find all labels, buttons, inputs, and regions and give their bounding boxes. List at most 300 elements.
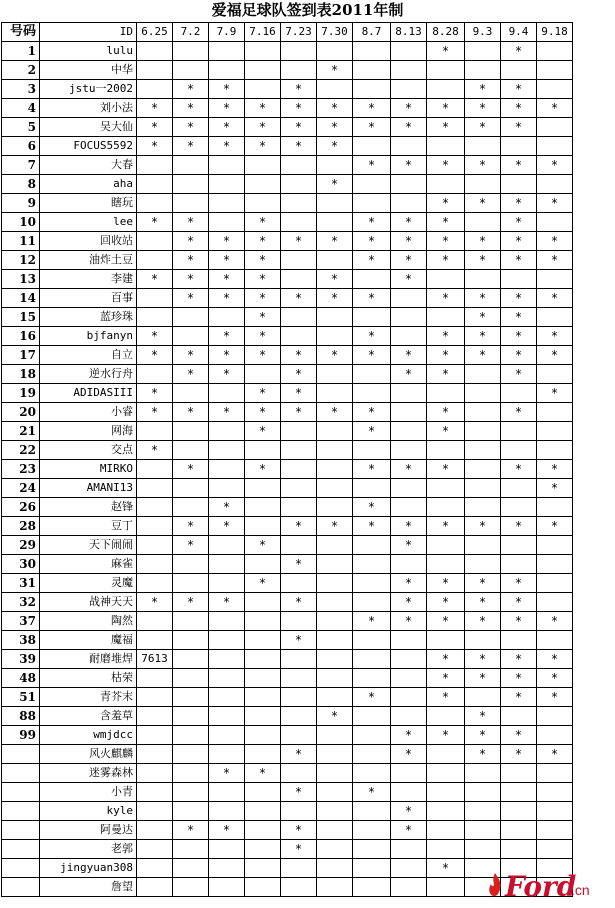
attendance-cell [537, 42, 573, 61]
attendance-cell [537, 175, 573, 194]
attendance-mark: * [427, 232, 465, 251]
attendance-cell [317, 536, 353, 555]
player-number: 32 [2, 593, 40, 612]
header-date: 6.25 [137, 23, 173, 42]
attendance-cell [245, 498, 281, 517]
attendance-cell [137, 745, 173, 764]
attendance-mark: * [209, 346, 245, 365]
attendance-mark: * [173, 460, 209, 479]
attendance-mark: * [281, 137, 317, 156]
attendance-cell [173, 631, 209, 650]
attendance-mark: * [537, 251, 573, 270]
attendance-cell [391, 859, 427, 878]
attendance-mark: * [537, 517, 573, 536]
attendance-mark: * [317, 118, 353, 137]
attendance-cell [245, 650, 281, 669]
attendance-cell [137, 631, 173, 650]
header-date: 7.16 [245, 23, 281, 42]
table-row [2, 42, 573, 61]
attendance-cell [465, 422, 501, 441]
header-date: 8.13 [391, 23, 427, 42]
attendance-cell [427, 498, 465, 517]
attendance-cell [391, 403, 427, 422]
attendance-cell [317, 460, 353, 479]
attendance-cell [465, 270, 501, 289]
attendance-cell [391, 308, 427, 327]
attendance-cell [501, 384, 537, 403]
attendance-mark: * [353, 327, 391, 346]
attendance-cell [137, 802, 173, 821]
attendance-cell [501, 840, 537, 859]
attendance-mark: * [281, 783, 317, 802]
player-id: 中华 [40, 61, 137, 80]
attendance-cell [501, 137, 537, 156]
attendance-cell [137, 574, 173, 593]
attendance-mark: * [245, 574, 281, 593]
attendance-mark: * [353, 783, 391, 802]
attendance-mark: * [209, 764, 245, 783]
attendance-mark: * [391, 365, 427, 384]
table-row [2, 612, 573, 631]
attendance-mark: * [209, 251, 245, 270]
attendance-cell [353, 878, 391, 897]
attendance-cell [209, 707, 245, 726]
attendance-cell [537, 555, 573, 574]
table-row [2, 574, 573, 593]
attendance-cell [353, 137, 391, 156]
attendance-mark: * [501, 517, 537, 536]
attendance-mark: * [501, 346, 537, 365]
attendance-mark: * [209, 403, 245, 422]
attendance-cell [353, 384, 391, 403]
attendance-mark: * [281, 631, 317, 650]
player-number: 5 [2, 118, 40, 137]
attendance-mark: * [353, 460, 391, 479]
attendance-cell [173, 840, 209, 859]
attendance-mark: * [465, 99, 501, 118]
attendance-cell [537, 840, 573, 859]
attendance-cell [537, 308, 573, 327]
attendance-cell [281, 156, 317, 175]
attendance-cell [281, 669, 317, 688]
attendance-cell [353, 479, 391, 498]
attendance-mark: * [173, 213, 209, 232]
attendance-mark: * [245, 460, 281, 479]
attendance-cell [465, 783, 501, 802]
attendance-mark: * [245, 251, 281, 270]
player-id: 风火麒麟 [40, 745, 137, 764]
attendance-mark: * [137, 270, 173, 289]
attendance-mark: * [501, 574, 537, 593]
attendance-mark: * [137, 593, 173, 612]
attendance-mark: * [317, 175, 353, 194]
attendance-cell [245, 61, 281, 80]
attendance-cell [137, 764, 173, 783]
attendance-mark: * [537, 688, 573, 707]
player-id: 青芥末 [40, 688, 137, 707]
attendance-cell [391, 878, 427, 897]
attendance-mark: * [391, 612, 427, 631]
attendance-cell [317, 802, 353, 821]
table-row [2, 327, 573, 346]
attendance-cell [173, 688, 209, 707]
attendance-mark: * [537, 156, 573, 175]
attendance-cell [465, 137, 501, 156]
attendance-cell [465, 42, 501, 61]
player-id: 含羞草 [40, 707, 137, 726]
attendance-cell [353, 669, 391, 688]
attendance-cell [209, 384, 245, 403]
attendance-cell [427, 783, 465, 802]
attendance-mark: * [427, 612, 465, 631]
attendance-cell [537, 270, 573, 289]
attendance-cell [353, 555, 391, 574]
attendance-cell [281, 498, 317, 517]
attendance-mark: * [501, 251, 537, 270]
player-id: 魔福 [40, 631, 137, 650]
attendance-cell [391, 194, 427, 213]
attendance-mark: * [137, 441, 173, 460]
attendance-cell [391, 42, 427, 61]
attendance-mark: * [353, 251, 391, 270]
attendance-mark: * [173, 99, 209, 118]
table-row [2, 118, 573, 137]
attendance-cell [501, 422, 537, 441]
attendance-cell [501, 175, 537, 194]
player-number: 48 [2, 669, 40, 688]
attendance-cell [281, 270, 317, 289]
attendance-mark: * [173, 517, 209, 536]
attendance-mark: * [173, 137, 209, 156]
attendance-cell [391, 688, 427, 707]
attendance-cell [353, 194, 391, 213]
table-row [2, 650, 573, 669]
attendance-cell [537, 764, 573, 783]
attendance-mark: * [501, 42, 537, 61]
attendance-cell [209, 194, 245, 213]
attendance-cell [501, 441, 537, 460]
player-number: 2 [2, 61, 40, 80]
attendance-cell [137, 80, 173, 99]
attendance-mark: * [391, 593, 427, 612]
attendance-mark: * [427, 327, 465, 346]
attendance-cell [281, 441, 317, 460]
attendance-cell [209, 745, 245, 764]
attendance-cell [391, 61, 427, 80]
attendance-mark: * [245, 536, 281, 555]
attendance-cell [173, 650, 209, 669]
attendance-mark: * [427, 194, 465, 213]
attendance-mark: * [501, 289, 537, 308]
table-row [2, 517, 573, 536]
attendance-cell [137, 555, 173, 574]
attendance-mark: * [427, 403, 465, 422]
player-id: 回收站 [40, 232, 137, 251]
attendance-cell [427, 384, 465, 403]
attendance-mark: * [209, 821, 245, 840]
attendance-cell [245, 688, 281, 707]
header-date: 9.4 [501, 23, 537, 42]
player-number: 31 [2, 574, 40, 593]
attendance-cell [137, 479, 173, 498]
table-row [2, 61, 573, 80]
player-number: 11 [2, 232, 40, 251]
player-id: 陶然 [40, 612, 137, 631]
attendance-cell [317, 745, 353, 764]
table-row [2, 821, 573, 840]
attendance-mark: * [209, 593, 245, 612]
player-number: 13 [2, 270, 40, 289]
player-number: 8 [2, 175, 40, 194]
attendance-cell [245, 365, 281, 384]
table-row [2, 137, 573, 156]
attendance-cell [245, 194, 281, 213]
attendance-cell [209, 555, 245, 574]
player-id: MIRKO [40, 460, 137, 479]
attendance-cell [173, 479, 209, 498]
attendance-mark: * [501, 194, 537, 213]
attendance-mark: * [173, 270, 209, 289]
attendance-cell [245, 555, 281, 574]
attendance-mark: * [427, 574, 465, 593]
attendance-mark: * [465, 726, 501, 745]
attendance-cell [427, 61, 465, 80]
table-row [2, 156, 573, 175]
attendance-cell [245, 669, 281, 688]
attendance-cell [245, 726, 281, 745]
attendance-cell [209, 783, 245, 802]
header-date: 9.18 [537, 23, 573, 42]
attendance-mark: * [281, 555, 317, 574]
attendance-mark: * [427, 118, 465, 137]
attendance-cell [137, 460, 173, 479]
attendance-cell [537, 726, 573, 745]
attendance-cell [353, 270, 391, 289]
attendance-cell [137, 707, 173, 726]
attendance-mark: * [465, 194, 501, 213]
attendance-cell [317, 194, 353, 213]
attendance-cell [281, 726, 317, 745]
attendance-cell [353, 441, 391, 460]
attendance-cell [427, 479, 465, 498]
attendance-cell [245, 612, 281, 631]
attendance-cell [317, 688, 353, 707]
attendance-mark: * [137, 118, 173, 137]
attendance-cell [137, 821, 173, 840]
attendance-mark: * [317, 137, 353, 156]
attendance-mark: * [391, 270, 427, 289]
attendance-cell [209, 878, 245, 897]
attendance-cell [173, 555, 209, 574]
attendance-cell [427, 175, 465, 194]
header-row [2, 23, 573, 42]
attendance-mark: * [245, 764, 281, 783]
player-id: jstu一2002 [40, 80, 137, 99]
player-id: 油炸土豆 [40, 251, 137, 270]
attendance-cell [173, 783, 209, 802]
player-number [2, 745, 40, 764]
attendance-cell [391, 80, 427, 99]
attendance-mark: * [209, 270, 245, 289]
attendance-cell [465, 802, 501, 821]
attendance-mark: * [245, 289, 281, 308]
attendance-cell [317, 783, 353, 802]
attendance-cell [209, 688, 245, 707]
attendance-cell [317, 213, 353, 232]
attendance-mark: * [353, 156, 391, 175]
attendance-cell [137, 859, 173, 878]
player-id: 天下闹闹 [40, 536, 137, 555]
header-number: 号码 [2, 23, 40, 42]
attendance-mark: * [537, 612, 573, 631]
attendance-cell [173, 802, 209, 821]
header-date: 8.28 [427, 23, 465, 42]
table-row [2, 403, 573, 422]
attendance-cell [465, 764, 501, 783]
attendance-cell [137, 194, 173, 213]
note-cell: 7613 [137, 650, 173, 669]
player-id: 逆水行舟 [40, 365, 137, 384]
attendance-cell [427, 270, 465, 289]
attendance-cell [391, 175, 427, 194]
attendance-mark: * [281, 232, 317, 251]
player-id: ADIDASIII [40, 384, 137, 403]
attendance-cell [427, 308, 465, 327]
attendance-cell [281, 479, 317, 498]
attendance-mark: * [391, 802, 427, 821]
attendance-mark: * [427, 650, 465, 669]
attendance-cell [537, 574, 573, 593]
attendance-cell [317, 156, 353, 175]
attendance-cell [209, 213, 245, 232]
attendance-cell [245, 859, 281, 878]
attendance-mark: * [173, 536, 209, 555]
attendance-cell [317, 726, 353, 745]
attendance-mark: * [501, 745, 537, 764]
attendance-table [1, 22, 573, 897]
attendance-cell [173, 422, 209, 441]
attendance-cell [501, 479, 537, 498]
table-row [2, 289, 573, 308]
attendance-cell [281, 308, 317, 327]
attendance-mark: * [353, 118, 391, 137]
attendance-mark: * [501, 232, 537, 251]
attendance-cell [427, 707, 465, 726]
player-id: 交点 [40, 441, 137, 460]
attendance-mark: * [317, 99, 353, 118]
player-id: 枯荣 [40, 669, 137, 688]
attendance-cell [281, 61, 317, 80]
player-number [2, 802, 40, 821]
attendance-mark: * [245, 270, 281, 289]
attendance-mark: * [391, 460, 427, 479]
attendance-cell [501, 802, 537, 821]
attendance-cell [137, 726, 173, 745]
attendance-mark: * [245, 422, 281, 441]
attendance-cell [465, 536, 501, 555]
attendance-cell [427, 821, 465, 840]
attendance-cell [353, 593, 391, 612]
attendance-cell [137, 289, 173, 308]
attendance-cell [391, 669, 427, 688]
attendance-mark: * [501, 365, 537, 384]
table-row [2, 707, 573, 726]
attendance-cell [501, 764, 537, 783]
attendance-cell [317, 669, 353, 688]
attendance-cell [137, 669, 173, 688]
attendance-mark: * [391, 232, 427, 251]
table-row [2, 688, 573, 707]
player-number [2, 821, 40, 840]
attendance-cell [245, 517, 281, 536]
attendance-mark: * [209, 365, 245, 384]
attendance-cell [501, 555, 537, 574]
attendance-cell [173, 175, 209, 194]
attendance-mark: * [317, 232, 353, 251]
attendance-mark: * [281, 99, 317, 118]
attendance-cell [501, 783, 537, 802]
attendance-mark: * [427, 517, 465, 536]
attendance-cell [391, 631, 427, 650]
attendance-cell [281, 194, 317, 213]
flame-icon [487, 872, 503, 898]
header-date: 8.7 [353, 23, 391, 42]
player-id: wmjdcc [40, 726, 137, 745]
attendance-cell [281, 42, 317, 61]
sheet-title: 爱福足球队签到表2011年制 [211, 1, 404, 19]
attendance-cell [465, 688, 501, 707]
attendance-cell [281, 574, 317, 593]
attendance-mark: * [353, 346, 391, 365]
attendance-cell [209, 42, 245, 61]
attendance-cell [137, 61, 173, 80]
attendance-cell [209, 156, 245, 175]
attendance-mark: * [353, 403, 391, 422]
attendance-cell [137, 878, 173, 897]
attendance-mark: * [209, 80, 245, 99]
attendance-mark: * [245, 99, 281, 118]
attendance-mark: * [317, 270, 353, 289]
attendance-mark: * [245, 137, 281, 156]
attendance-cell [537, 707, 573, 726]
attendance-mark: * [465, 517, 501, 536]
attendance-mark: * [245, 384, 281, 403]
attendance-cell [391, 479, 427, 498]
attendance-cell [465, 460, 501, 479]
attendance-mark: * [537, 460, 573, 479]
attendance-cell [353, 840, 391, 859]
attendance-mark: * [281, 840, 317, 859]
attendance-mark: * [465, 612, 501, 631]
attendance-cell [245, 802, 281, 821]
attendance-mark: * [137, 346, 173, 365]
attendance-mark: * [537, 194, 573, 213]
attendance-cell [501, 536, 537, 555]
ford-watermark [485, 868, 605, 906]
attendance-cell [391, 384, 427, 403]
attendance-cell [317, 422, 353, 441]
player-id: 瞎玩 [40, 194, 137, 213]
player-number [2, 878, 40, 897]
player-number: 29 [2, 536, 40, 555]
player-id: jingyuan308 [40, 859, 137, 878]
attendance-cell [427, 802, 465, 821]
attendance-cell [391, 783, 427, 802]
player-number: 37 [2, 612, 40, 631]
attendance-cell [281, 251, 317, 270]
attendance-mark: * [245, 308, 281, 327]
attendance-cell [245, 840, 281, 859]
